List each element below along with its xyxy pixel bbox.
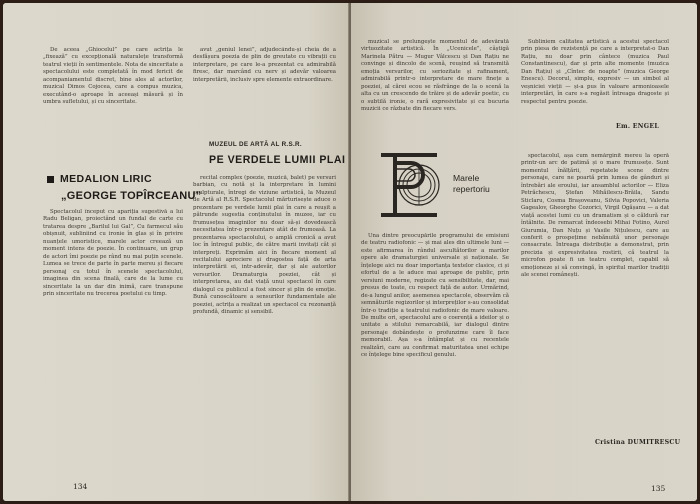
left-page — [3, 3, 349, 501]
radio-theater-logo-icon — [375, 149, 443, 221]
right-column-1 — [361, 233, 509, 489]
medalion-title: MEDALION LIRIC — [60, 173, 152, 185]
right-column-2 — [521, 153, 669, 433]
left-column-2 — [193, 175, 336, 489]
right-top-column-2 — [521, 39, 669, 121]
magazine-spread — [3, 3, 697, 501]
right-top-column-2-text: Subliniem calitatea artistică a acestui spectacol prin piesa de rezistență pe care a interpretat-o Dan Rațiu, nu doar prin cântece (muzica Paul Constantinescu), dar și prin alte momente (muzica Dan Rațiu) și „Cîntec de noapte” (muzica George Enescu). Decorul, simplu, expresiv — un simbol al veșniciei vieții — și-a pus în valoare armonioasele interpretări, în care s-a regăsit întreaga dragoste și respectul pentru poezie. — [521, 39, 669, 105]
square-bullet-icon — [47, 176, 54, 183]
right-column-2-text: spectacolul, așa cum nemărginit mereu la operă printr-un arc de patimă și o mare frumusețe. Sunt momentul înălțării, repetatele scene dintre personaje, care ne poartă prin lumea de gânduri și întrebări ale eroului, iar ansamblul actorilor — Eliza Petrăchescu, Ștefan Mihăilescu-Brăila, Sandu Sticlaru, Cosma Brașoveanu, Silvia Popovici, Valeria Gagealov, Gheorghe Cozorici, Virgil Ogășanu — a dat viață acestei lumi cu un dramatism și o căldură rar întâlnite. De remarcat îndeosebi Mihai Fotino, Aurel Giurumia, Dan Nuțu și Vasile Nițulescu, care au conferit o prospețime nebănuită unor personaje consacrate. Întreaga distribuție a demonstrat, prin precizia și expresivitatea rostirii, că teatrul la microfon poate fi un teatru complet, capabil să emoționeze și să convingă, în spiritul marilor tradiții ale scenei românești. — [521, 153, 669, 279]
right-top-column-1-text: muzical se prelungește momentul de adevărată virtuozitate artistică. În „Ucenicele”, câștigă Marinela Pătru — Mugur Vâlcescu și Dan Rațiu ne convinge și dincolo de scenă, reușind să transmită emoția versurilor, cu seriozitate și rafinament, admirabilă printr-o interpretare de mare finețe a poeziei, al cărei ecou se răsfrânge de la o scenă la alta cu un crescendo de trăire și de adevăr poetic, cu o subtilă ironie, o rară expresivitate și cu bucuria muzicii ce răzbate din fiecare vers. — [361, 39, 509, 113]
marele-repertoriu-title: Marele repertoriu — [453, 173, 490, 194]
medalion-column — [43, 209, 183, 489]
right-page — [351, 3, 697, 501]
right-page-number: 135 — [651, 484, 666, 493]
left-column-2-text: recital complex (poezie, muzică, balet) pe versuri barbian, cu notă și la interpretare în lumini sculpturale, întregi de viziune artistică, la Muzeul de Artă al R.S.R. Spectacolul mărturisește aduce o prezentare pe verdele lumii plai în care a reușit a pătrunde sugestia conținutului în muzee, iar cu frumusețea imaginilor nu doar să-și dovedească necesitatea într-o prezentare atât de frumoasă. La prezentarea spectacolului, o amplă cronică a avut loc în întregul public, de către marii invitați cât și interpreți. Exprimăm aici în fiecare moment al recitalului apreciere și dragostea față de arta interpretării ei, intr-adevăr, dar și ale autorilor versurilor. Dramaturgia poeziei, cât și interpretarea, au dat viață unui spectacol în care dialogul cu publicul a fost sincer și plin de emoție. Bună cunoscătoare a sensurilor fundamentale ale poeziei, actrița a realizat un spectacol cu rezonanță profundă, dinamic și sensibil. — [193, 175, 336, 316]
left-top-column-1-text: De aceea „Ghiocelul” pe care actrița le „fixează” cu excepțională naturalețe transformă teatrul vieții în sentimentele. Nota de sinceritate a spectacolului este completată în mod fericit de acompaniamentul discret, bine ales al actorilor, muzical Dimos Cojocea, care a compus muzica, executând-o aproape în aceeași măsură și în umbra sufletului, și cu sinceritate. — [43, 47, 183, 106]
signature-dumitrescu: Cristina DUMITRESCU — [595, 439, 681, 446]
left-page-number: 134 — [73, 482, 88, 491]
museum-kicker: MUZEUL DE ARTĂ AL R.S.R. — [209, 141, 302, 148]
medalion-subject: „GEORGE TOPÎRCEANU” — [61, 190, 202, 202]
right-column-1-text: Una dintre preocupările programului de emisiuni de teatru radiofonic — și mai ales din ultimele luni — este afirmarea în rândul ascultătorilor a marilor opere ale dramaturgiei universale și naționale. Se înțelege aici nu doar importanța textelor clasice, ci și efortul de a le aduce mai aproape de public, prin versiuni moderne, regizate cu sensibilitate, dar, mai presus de toate, cu respect față de autor. Urmărind, de-a lungul anilor, asemenea spectacole, observăm că semnăturile regizorilor și interpreților s-au consolidat într-o tradiție a teatrului radiofonic de mare valoare. De multe ori, spectacolul are o coerență a ideilor și o unitate a stilului remarcabilă, iar dialogul dintre personaje dobândește o profunzime care îl face memorabil. Așa s-a întâmplat și cu recentele realizări, care au confirmat maturitatea unei echipe ce înțelege bine specificul genului. — [361, 233, 509, 359]
museum-title: PE VERDELE LUMII PLAI — [209, 154, 346, 166]
right-top-column-1 — [361, 39, 509, 143]
medalion-column-text: Spectacolul început cu apariția sugestivă a lui Radu Beligan, proiectând un fundal de carte cu tratarea despre „Barilul lui Gal”, Cu farmecul său obișnuit, subliniind cu ironie în glas și în privire nuanțele umoristice, marele actor creează un moment intens de poezie. În continuare, un grup de actori îmi poezie pe rând nu mai puțin scenele. Lumea se trece de parte în parte mereu și fiecare personaj cu totul în scenele spectacolului, imaginea din scena finală, care de la lume cu sinceritate la un dar din inimă, care transpune prin sinceritate nu trecerea poetului cu timp. — [43, 209, 183, 297]
signature-engel: Em. ENGEL — [616, 123, 659, 130]
left-top-column-2 — [193, 47, 336, 105]
medalion-title-row — [47, 173, 152, 185]
left-top-column-2-text: avut „geniul lenei”, adjudecându-și cheia de a desfășura poezia de plin de greutate cu vibrații cu interpretare, pe care le-a prezentat cu admirabilă firesc, dar marcând cu nerv și adevăr valoarea interpretării, inclusiv spre elemente extraordinare. — [193, 47, 336, 83]
left-top-column-1 — [43, 47, 183, 129]
